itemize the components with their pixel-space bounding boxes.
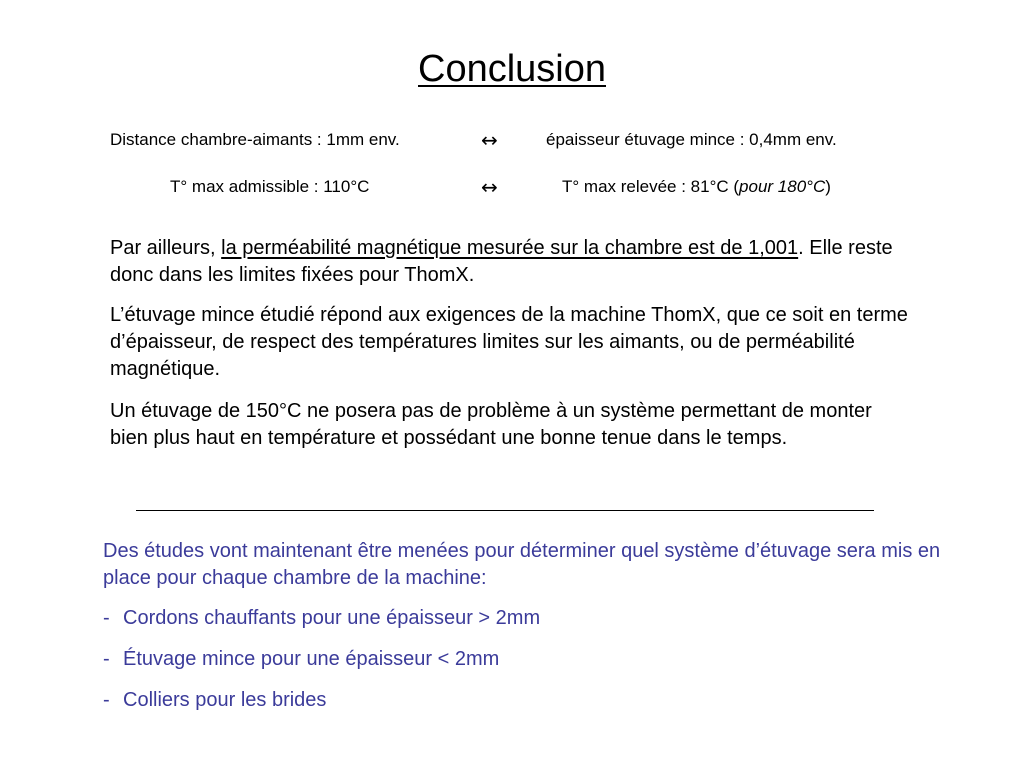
bullet-dash-1: -: [103, 607, 110, 629]
bullet-dash-3: -: [103, 689, 110, 711]
paragraph-permeability-prefix: Par ailleurs,: [110, 237, 222, 259]
comparison-2-arrow: ↔: [481, 175, 498, 199]
comparison-1-arrow: ↔: [481, 128, 498, 152]
comparison-2-right-suffix: ): [825, 177, 831, 196]
outlook-item-1: [103, 607, 540, 630]
separator-line: [136, 510, 874, 511]
paragraph-temperature: Un étuvage de 150°C ne posera pas de problème à un système permettant de monter bien plus haut en température et possédant une bonne tenue dans le temps.: [110, 400, 872, 449]
paragraph-permeability: [110, 235, 910, 289]
outlook-item-1-text: Cordons chauffants pour une épaisseur > 2mm: [123, 607, 541, 629]
outlook-intro: Des études vont maintenant être menées pour déterminer quel système d’étuvage sera mis en place pour chaque chambre de la machine:: [103, 540, 941, 589]
paragraph-permeability-suffix: . Elle reste donc dans les limites fixées pour ThomX.: [110, 237, 893, 286]
comparison-1-left: Distance chambre-aimants : 1mm env.: [110, 130, 400, 149]
paragraph-permeability-underlined: la perméabilité magnétique mesurée sur la chambre est de 1,001: [221, 237, 799, 259]
comparison-2-left: T° max admissible : 110°C: [170, 177, 370, 196]
comparison-2-right: [562, 177, 831, 197]
outlook-item-2: [103, 648, 499, 671]
outlook-item-3: [103, 689, 326, 712]
paragraph-requirements: L’étuvage mince étudié répond aux exigences de la machine ThomX, que ce soit en terme d’épaisseur, de respect des températures limites sur les aimants, ou de perméabilité magnétique.: [110, 304, 908, 380]
comparison-2-right-prefix: T° max relevée : 81°C (: [562, 177, 740, 196]
comparison-2-right-italic: pour 180°C: [739, 177, 826, 196]
bullet-dash-2: -: [103, 648, 110, 670]
slide-title: Conclusion: [418, 48, 606, 90]
comparison-1-right: épaisseur étuvage mince : 0,4mm env.: [546, 130, 837, 149]
outlook-item-2-text: Étuvage mince pour une épaisseur < 2mm: [123, 648, 500, 670]
outlook-item-3-text: Colliers pour les brides: [123, 689, 327, 711]
